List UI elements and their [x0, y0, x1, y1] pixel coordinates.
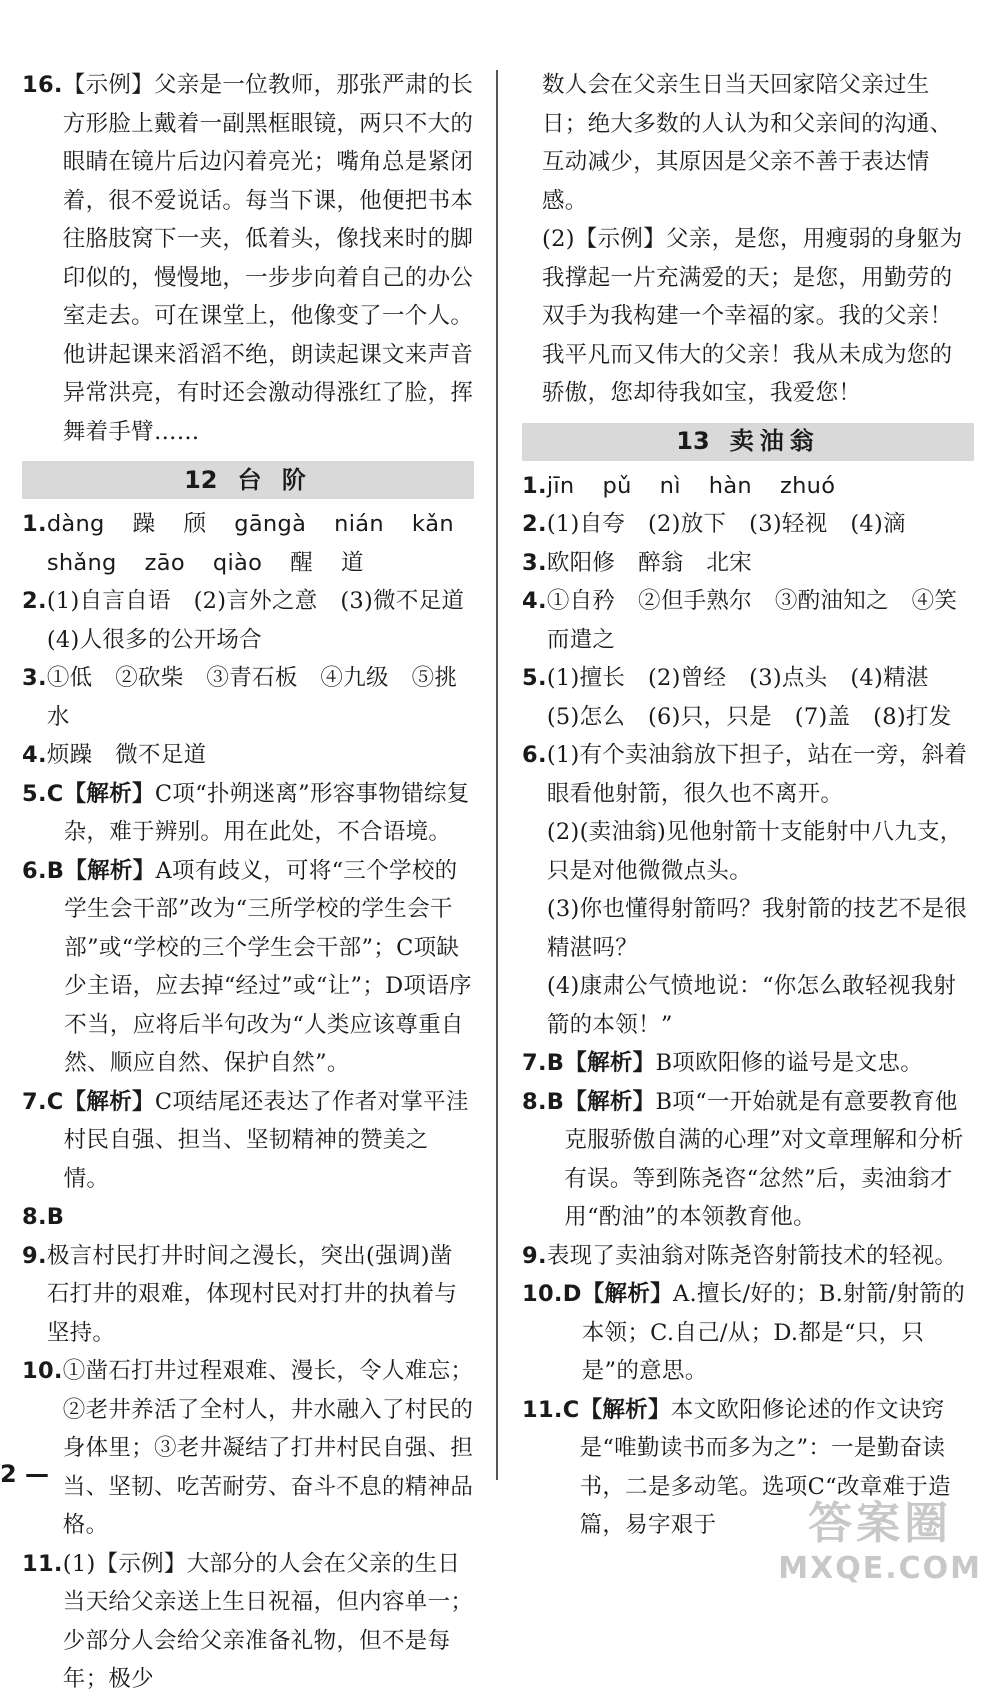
answer-text: 本文欧阳修论述的作文诀窍是“唯勤读书而多为之”：一是勤奋读书，二是多动笔。选项C“改章难于造篇，易字艰于 — [579, 1396, 951, 1538]
answer-12-7 — [22, 1083, 474, 1199]
answer-text: 大部分的人会在父亲的生日当天给父亲送上生日祝福，但内容单一；少部分人会给父亲准备礼物，但不是每年；极少 — [62, 1550, 474, 1692]
answer-13-8 — [522, 1083, 974, 1237]
answer-13-5 — [522, 659, 974, 736]
item-number: 8.B — [522, 1088, 565, 1115]
pinyin-line — [47, 544, 474, 583]
answer-text: (1)自言自语 (2)言外之意 (3)微不足道 (4)人很多的公开场合 — [46, 588, 488, 653]
section-number: 13 — [676, 427, 710, 456]
item-number: 8.B — [22, 1204, 65, 1230]
item-number: 5. — [522, 665, 547, 691]
watermark-line: 答案圈 — [808, 1498, 953, 1549]
pinyin-word: zhuó — [779, 472, 836, 499]
section-number: 12 — [184, 465, 218, 494]
item-number: 3. — [22, 665, 47, 691]
answer-text: 烦躁 微不足道 — [46, 742, 207, 768]
item-number: 7.C — [22, 1088, 64, 1115]
answer-text: A项有歧义，可将“三个学校的学生会干部”改为“三所学校的学生会干部”或“学校的三个学生会干部”；C项缺少主语，应去掉“经过”或“让”；D项语序不当，应将后半句改为“人类应该尊重自然、顺应自然、保护自然”。 — [64, 857, 472, 1076]
pinyin-word: dàng — [46, 511, 105, 537]
pinyin-word: nì — [659, 472, 681, 499]
answer-text: B项“一开始就是有意要教育他克服骄傲自满的心理”对文章理解和分析有误。等到陈尧咨“忿然”后，卖油翁才用“酌油”的本领教育他。 — [564, 1088, 964, 1230]
item-number: 9. — [22, 1242, 47, 1269]
answer-16 — [22, 66, 474, 451]
analysis-tag: 【解析】 — [63, 1088, 155, 1115]
answer-text: ①凿石打井过程艰难、漫长，令人难忘；②老井养活了全村人，井水融入了村民的身体里；③老井凝结了打井村民自强、担当、坚韧、吃苦耐劳、奋斗不息的精神品格。 — [62, 1358, 474, 1538]
answer-text: 欧阳修 醉翁 北宋 — [546, 549, 753, 576]
pinyin-word: 道 — [341, 549, 364, 576]
pinyin-word: jīn — [546, 472, 575, 499]
answer-text: (1)擅长 (2)曾经 (3)点头 (4)精湛 (5)怎么 (6)只，只是 (7)盖 (8)打发 — [546, 665, 952, 730]
item-number: 1. — [522, 472, 547, 499]
answer-13-7 — [522, 1044, 974, 1083]
section-header-13 — [522, 423, 974, 461]
pinyin-word: nián — [334, 511, 384, 537]
analysis-tag: 【解析】 — [564, 1088, 656, 1115]
answer-12-4 — [22, 736, 474, 775]
analysis-tag: 【解析】 — [579, 1396, 671, 1423]
pinyin-word: 颀 — [183, 511, 207, 537]
watermark — [778, 1487, 982, 1586]
answer-text: 父亲是一位教师，那张严肃的长方形脸上戴着一副黑框眼镜，两只不大的眼睛在镜片后边闪着亮光；嘴角总是紧闭着，很不爱说话。每当下课，他便把书本往胳肢窝下一夹，低着头，像找来时的脚印似的，慢慢地，一步步向着自己的办公室走去。可在课堂上，他像变了一个人。他讲起课来滔滔不绝，朗读起课文来声音异常洪亮，有时还会激动得涨红了脸，挥舞着手臂…… — [62, 72, 474, 445]
column-divider — [496, 70, 498, 1480]
item-number: 11.C — [522, 1396, 580, 1423]
item-number: 10.D — [522, 1281, 582, 1307]
pinyin-word: kǎn — [411, 511, 454, 537]
item-number: 2. — [522, 511, 547, 537]
answer-text: 表现了卖油翁对陈尧咨射箭技术的轻视。 — [546, 1242, 958, 1269]
answer-13-9 — [522, 1237, 974, 1276]
pinyin-word: 醒 — [290, 549, 314, 576]
item-number: 5.C — [22, 780, 64, 807]
answer-part: (3)你也懂得射箭吗？我射箭的技艺不是很精湛吗？ — [546, 896, 968, 961]
answer-text: 极言村民打井时间之漫长，突出(强调)凿石打井的艰难，体现村民对打井的执着与坚持。 — [46, 1242, 458, 1346]
pinyin-word: 躁 — [132, 511, 156, 537]
left-column — [22, 66, 488, 1699]
answer-text: A.擅长/好的；B.射箭/射箭的本领；C.自己/从；D.都是“只，只是”的意思。 — [581, 1281, 966, 1384]
answer-13-6 — [522, 736, 974, 1044]
answer-12-5 — [22, 775, 474, 852]
answer-text: (1)自夸 (2)放下 (3)轻视 (4)滴 — [546, 511, 906, 537]
answer-text: ①低 ②砍柴 ③青石板 ④九级 ⑤挑水 — [46, 665, 458, 730]
answer-12-3 — [22, 659, 474, 736]
analysis-tag: 【解析】 — [581, 1281, 673, 1307]
answer-13-10 — [522, 1275, 974, 1391]
example-tag: (1)【示例】 — [62, 1550, 187, 1577]
answer-part: (2)(卖油翁)见他射箭十支能射中八九支，只是对他微微点头。 — [546, 819, 963, 884]
pinyin-word: gāngà — [234, 511, 307, 537]
item-number: 4. — [522, 588, 547, 614]
analysis-tag: 【解析】 — [63, 780, 155, 807]
analysis-tag: 【解析】 — [564, 1050, 656, 1076]
section-header-12 — [22, 461, 474, 499]
answer-12-1 — [22, 505, 474, 582]
answer-12-10 — [22, 1352, 474, 1545]
answer-12-11-2 — [522, 220, 974, 413]
answer-13-3 — [522, 544, 974, 583]
analysis-tag: 【解析】 — [64, 857, 156, 884]
item-number: 9. — [522, 1242, 547, 1269]
item-number: 6. — [522, 742, 547, 768]
answer-13-2 — [522, 505, 974, 544]
watermark-line: MXQE.COM — [778, 1551, 982, 1586]
item-number: 7.B — [522, 1050, 565, 1076]
answer-text: ①自矜 ②但手熟尔 ③酌油知之 ④笑而遣之 — [546, 588, 958, 653]
answer-12-9 — [22, 1237, 474, 1353]
example-tag: (2)【示例】 — [542, 226, 666, 252]
item-number: 2. — [22, 588, 47, 614]
pinyin-word: hàn — [708, 472, 752, 499]
answer-13-1 — [522, 467, 974, 506]
pinyin-word: shǎng — [46, 549, 117, 576]
example-tag: 【示例】 — [62, 72, 154, 98]
answer-text: C项结尾还表达了作者对掌平洼村民自强、担当、坚韧精神的赞美之情。 — [63, 1088, 469, 1192]
answer-12-6 — [22, 852, 474, 1083]
item-number: 3. — [522, 549, 547, 576]
continued-text: 数人会在父亲生日当天回家陪父亲过生日；绝大多数的人认为和父亲间的沟通、互动减少，其原因是父亲不善于表达情感。 — [542, 72, 953, 214]
item-number: 11. — [22, 1550, 63, 1577]
answer-12-2 — [22, 582, 488, 659]
right-column — [522, 66, 974, 1545]
item-number: 1. — [22, 511, 47, 537]
section-title: 卖油翁 — [729, 427, 820, 456]
section-title: 台 阶 — [237, 465, 312, 494]
answer-13-4 — [522, 582, 974, 659]
answer-text: B项欧阳修的谥号是文忠。 — [655, 1050, 924, 1076]
pinyin-word: qiào — [212, 549, 263, 576]
answer-text: C项“扑朔迷离”形容事物错综复杂，难于辨别。用在此处，不合语境。 — [63, 780, 470, 845]
answer-part: (1)有个卖油翁放下担子，站在一旁，斜着眼看他射箭，很久也不离开。 — [546, 742, 968, 807]
pinyin-line — [47, 505, 474, 544]
item-number: 16. — [22, 72, 63, 98]
answer-part: (4)康肃公气愤地说：“你怎么敢轻视我射箭的本领！” — [546, 973, 957, 1038]
item-number: 10. — [22, 1358, 63, 1384]
pinyin-word: pǔ — [602, 472, 632, 499]
pinyin-word: zāo — [144, 549, 185, 576]
item-number: 6.B — [22, 857, 65, 884]
item-number: 4. — [22, 742, 47, 768]
page-number: 2 — — [0, 1460, 50, 1488]
answer-12-11 — [22, 1545, 474, 1699]
answer-text: 父亲，是您，用瘦弱的身躯为我撑起一片充满爱的天；是您，用勤劳的双手为我构建一个幸福的家。我的父亲！我平凡而又伟大的父亲！我从未成为您的骄傲，您却待我如宝，我爱您！ — [542, 226, 963, 406]
answer-12-8 — [22, 1198, 474, 1237]
